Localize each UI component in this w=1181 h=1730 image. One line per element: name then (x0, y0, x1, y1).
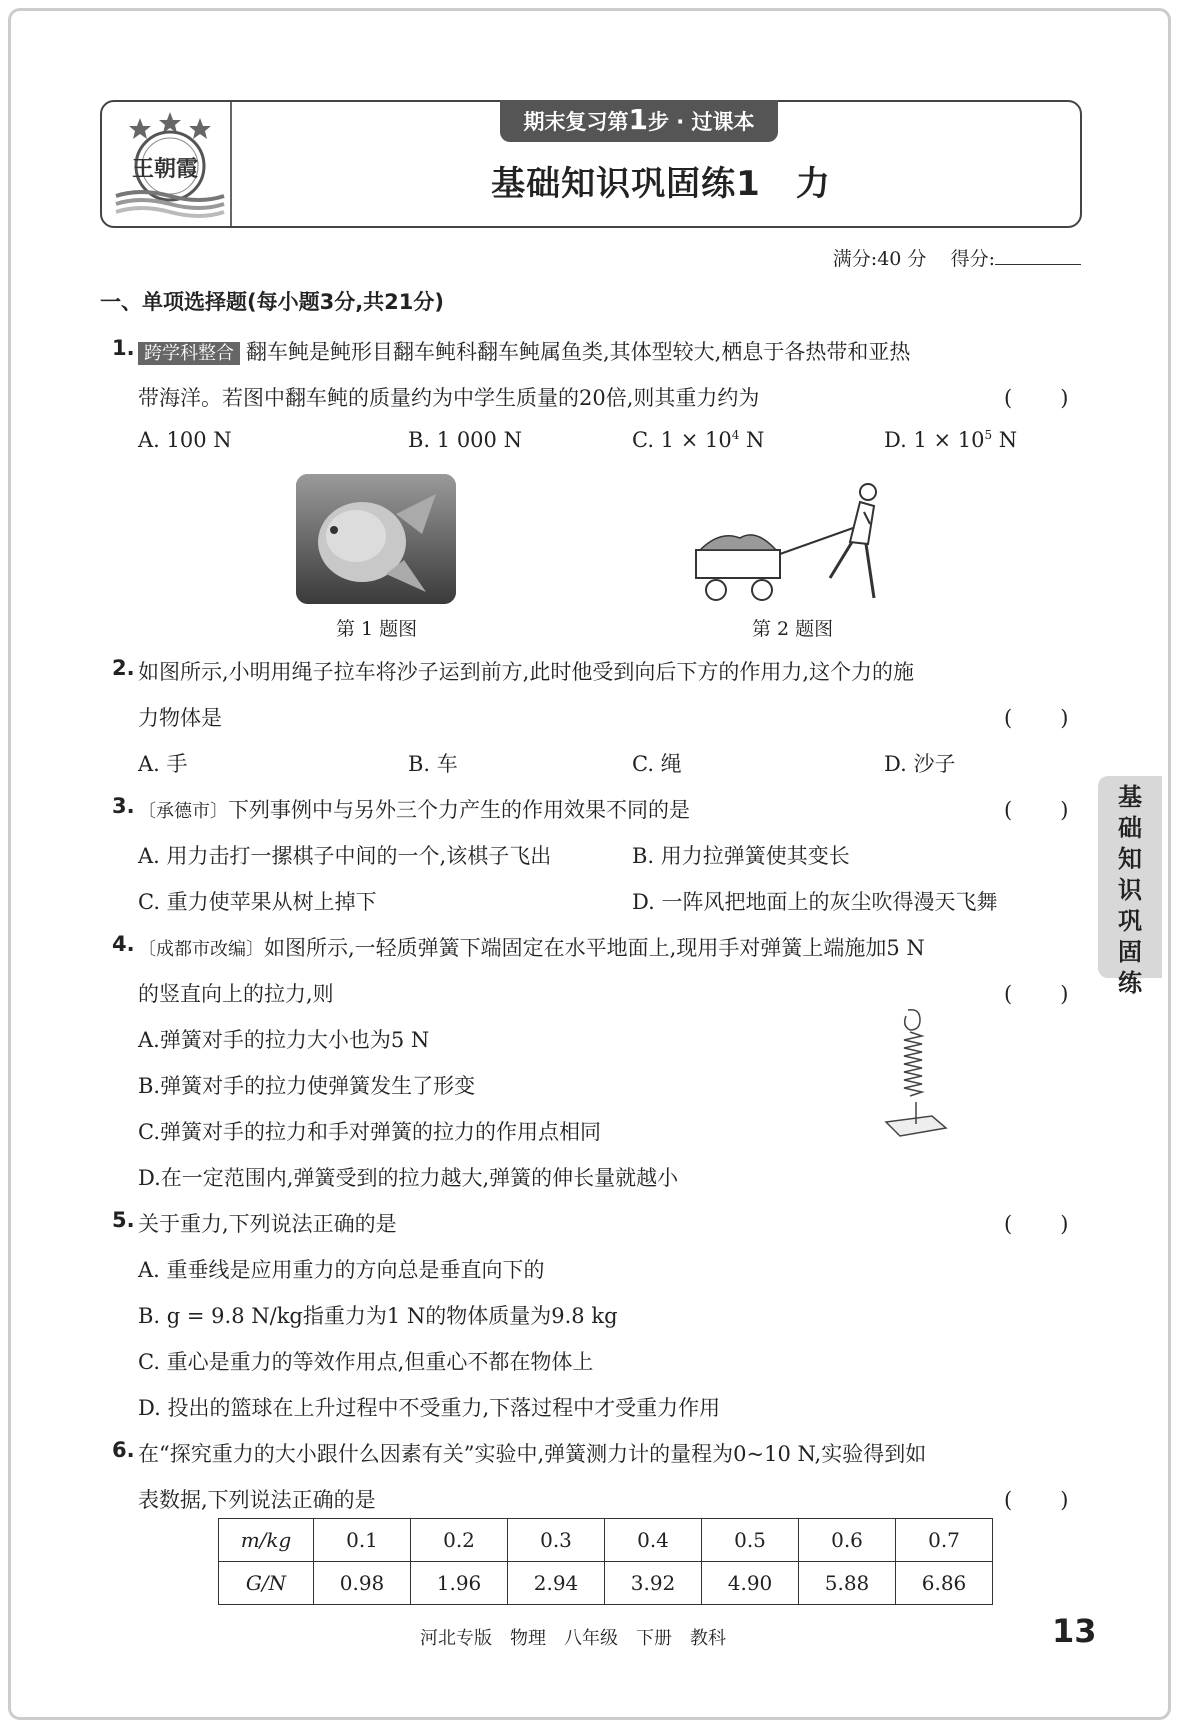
q3-option-b[interactable]: B. 用力拉弹簧使其变长 (632, 844, 850, 868)
table-cell: 5.88 (799, 1562, 896, 1605)
step-tab (500, 100, 778, 142)
fig2-caption: 第 2 题图 (752, 618, 834, 640)
step-tab-prefix: 期末复习第 (523, 110, 629, 134)
table-cell: 0.98 (314, 1562, 411, 1605)
page-title: 基础知识巩固练1 力 (491, 164, 831, 204)
q5-option-d[interactable]: D. 投出的篮球在上升过程中不受重力,下落过程中才受重力作用 (138, 1396, 721, 1420)
q1-option-d-unit: N (992, 428, 1018, 452)
table-cell: 3.92 (605, 1562, 702, 1605)
q1-option-c-exp: 4 (731, 428, 740, 442)
fig1-caption: 第 1 题图 (336, 618, 418, 640)
q1-text-2: 带海洋。若图中翻车鲀的质量约为中学生质量的20倍,则其重力约为 (138, 386, 760, 410)
q2-text-1: 如图所示,小明用绳子拉车将沙子运到前方,此时他受到向后下方的作用力,这个力的施 (138, 660, 915, 684)
sunfish-photo (296, 474, 456, 604)
q6-text-1: 在“探究重力的大小跟什么因素有关”实验中,弹簧测力计的量程为0~10 N,实验得到如 (138, 1442, 927, 1466)
q4-text-1: 如图所示,一轻质弹簧下端固定在水平地面上,现用手对弹簧上端施加5 N (264, 936, 925, 960)
q5-answer-blank[interactable]: ( ) (1004, 1212, 1071, 1236)
q2-option-c[interactable]: C. 绳 (632, 752, 682, 776)
side-tab-char: 识 (1118, 876, 1142, 904)
spring-figure (880, 1006, 950, 1146)
q1-option-b[interactable]: B. 1 000 N (408, 428, 522, 452)
table-cell: 4.90 (702, 1562, 799, 1605)
q1-option-c[interactable] (632, 428, 764, 452)
q1-number: 1. (112, 336, 135, 360)
q5-option-a[interactable]: A. 重垂线是应用重力的方向总是垂直向下的 (138, 1258, 545, 1282)
q3-source: 〔承德市〕 (138, 801, 228, 822)
q3-option-a[interactable]: A. 用力击打一摞棋子中间的一个,该棋子飞出 (138, 844, 552, 868)
score-line (833, 244, 1081, 271)
q4-number: 4. (112, 932, 135, 956)
q1-option-d[interactable] (884, 428, 1017, 452)
q3-answer-blank[interactable]: ( ) (1004, 798, 1071, 822)
q1-option-c-unit: N (739, 428, 765, 452)
q5-option-c[interactable]: C. 重心是重力的等效作用点,但重心不都在物体上 (138, 1350, 594, 1374)
cart-pulling-figure (690, 482, 910, 606)
score-label: 得分: (950, 248, 995, 270)
side-chapter-tab[interactable] (1098, 776, 1162, 997)
q6-number: 6. (112, 1438, 135, 1462)
q3-option-d[interactable]: D. 一阵风把地面上的灰尘吹得漫天飞舞 (632, 890, 998, 914)
q4-answer-blank[interactable]: ( ) (1004, 982, 1071, 1006)
section-heading: 一、单项选择题(每小题3分,共21分) (100, 290, 445, 314)
side-tab-char: 基 (1118, 783, 1142, 811)
q2-text-2: 力物体是 (138, 706, 222, 730)
side-tab-char: 练 (1118, 969, 1142, 997)
q2-number: 2. (112, 656, 135, 680)
q1-option-a[interactable]: A. 100 N (138, 428, 232, 452)
q1-option-c-text: C. 1 × 10 (632, 428, 732, 452)
side-tab-char: 固 (1118, 938, 1142, 966)
q1-answer-blank[interactable]: ( ) (1004, 386, 1071, 410)
table-cell: 0.2 (411, 1519, 508, 1562)
table-cell: 0.4 (605, 1519, 702, 1562)
q5-option-b[interactable]: B. g = 9.8 N/kg指重力为1 N的物体质量为9.8 kg (138, 1304, 618, 1328)
table-cell: 0.7 (896, 1519, 993, 1562)
q4-text-2: 的竖直向上的拉力,则 (138, 982, 334, 1006)
side-tab-char: 础 (1118, 814, 1142, 842)
full-score: 满分:40 分 (832, 248, 927, 270)
logo-text: 王朝霞 (132, 156, 199, 182)
table-cell: 1.96 (411, 1562, 508, 1605)
q1-text-1: 翻车鲀是鲀形目翻车鲀科翻车鲀属鱼类,其体型较大,栖息于各热带和亚热 (246, 340, 911, 364)
q4-option-a[interactable]: A.弹簧对手的拉力大小也为5 N (138, 1028, 430, 1052)
side-tab-char: 知 (1118, 845, 1142, 873)
table-cell: 0.5 (702, 1519, 799, 1562)
q4-source: 〔成都市改编〕 (138, 939, 264, 960)
q1-tag: 跨学科整合 (138, 342, 240, 365)
q6-text-2: 表数据,下列说法正确的是 (138, 1488, 376, 1512)
table-cell: m/kg (219, 1519, 314, 1562)
table-cell: 0.1 (314, 1519, 411, 1562)
table-cell: 6.86 (896, 1562, 993, 1605)
q1-option-d-exp: 5 (984, 428, 993, 442)
q2-option-b[interactable]: B. 车 (408, 752, 458, 776)
q3-number: 3. (112, 794, 135, 818)
q4-option-b[interactable]: B.弹簧对手的拉力使弹簧发生了形变 (138, 1074, 476, 1098)
header-box (100, 100, 1082, 228)
step-tab-suffix: 步 · 过课本 (647, 110, 755, 134)
step-tab-number: 1 (628, 103, 648, 136)
score-blank[interactable] (995, 264, 1081, 265)
q1-option-d-text: D. 1 × 10 (884, 428, 985, 452)
table-cell: G/N (219, 1562, 314, 1605)
q3-option-c[interactable]: C. 重力使苹果从树上掉下 (138, 890, 377, 914)
table-cell: 0.3 (508, 1519, 605, 1562)
q2-option-a[interactable]: A. 手 (138, 752, 188, 776)
q5-text-1: 关于重力,下列说法正确的是 (138, 1212, 397, 1236)
table-row (219, 1519, 993, 1562)
q5-number: 5. (112, 1208, 135, 1232)
q2-answer-blank[interactable]: ( ) (1004, 706, 1071, 730)
table-cell: 0.6 (799, 1519, 896, 1562)
q6-answer-blank[interactable]: ( ) (1004, 1488, 1071, 1512)
footer-info: 河北专版 物理 八年级 下册 教科 (420, 1628, 726, 1649)
table-row (219, 1562, 993, 1605)
q2-option-d[interactable]: D. 沙子 (884, 752, 956, 776)
q6-data-table (218, 1518, 993, 1605)
table-cell: 2.94 (508, 1562, 605, 1605)
q4-option-d[interactable]: D.在一定范围内,弹簧受到的拉力越大,弹簧的伸长量就越小 (138, 1166, 679, 1190)
q4-option-c[interactable]: C.弹簧对手的拉力和手对弹簧的拉力的作用点相同 (138, 1120, 601, 1144)
q3-text-1: 下列事例中与另外三个力产生的作用效果不同的是 (228, 798, 690, 822)
side-tab-char: 巩 (1118, 907, 1142, 935)
page-number: 13 (1052, 1612, 1097, 1650)
